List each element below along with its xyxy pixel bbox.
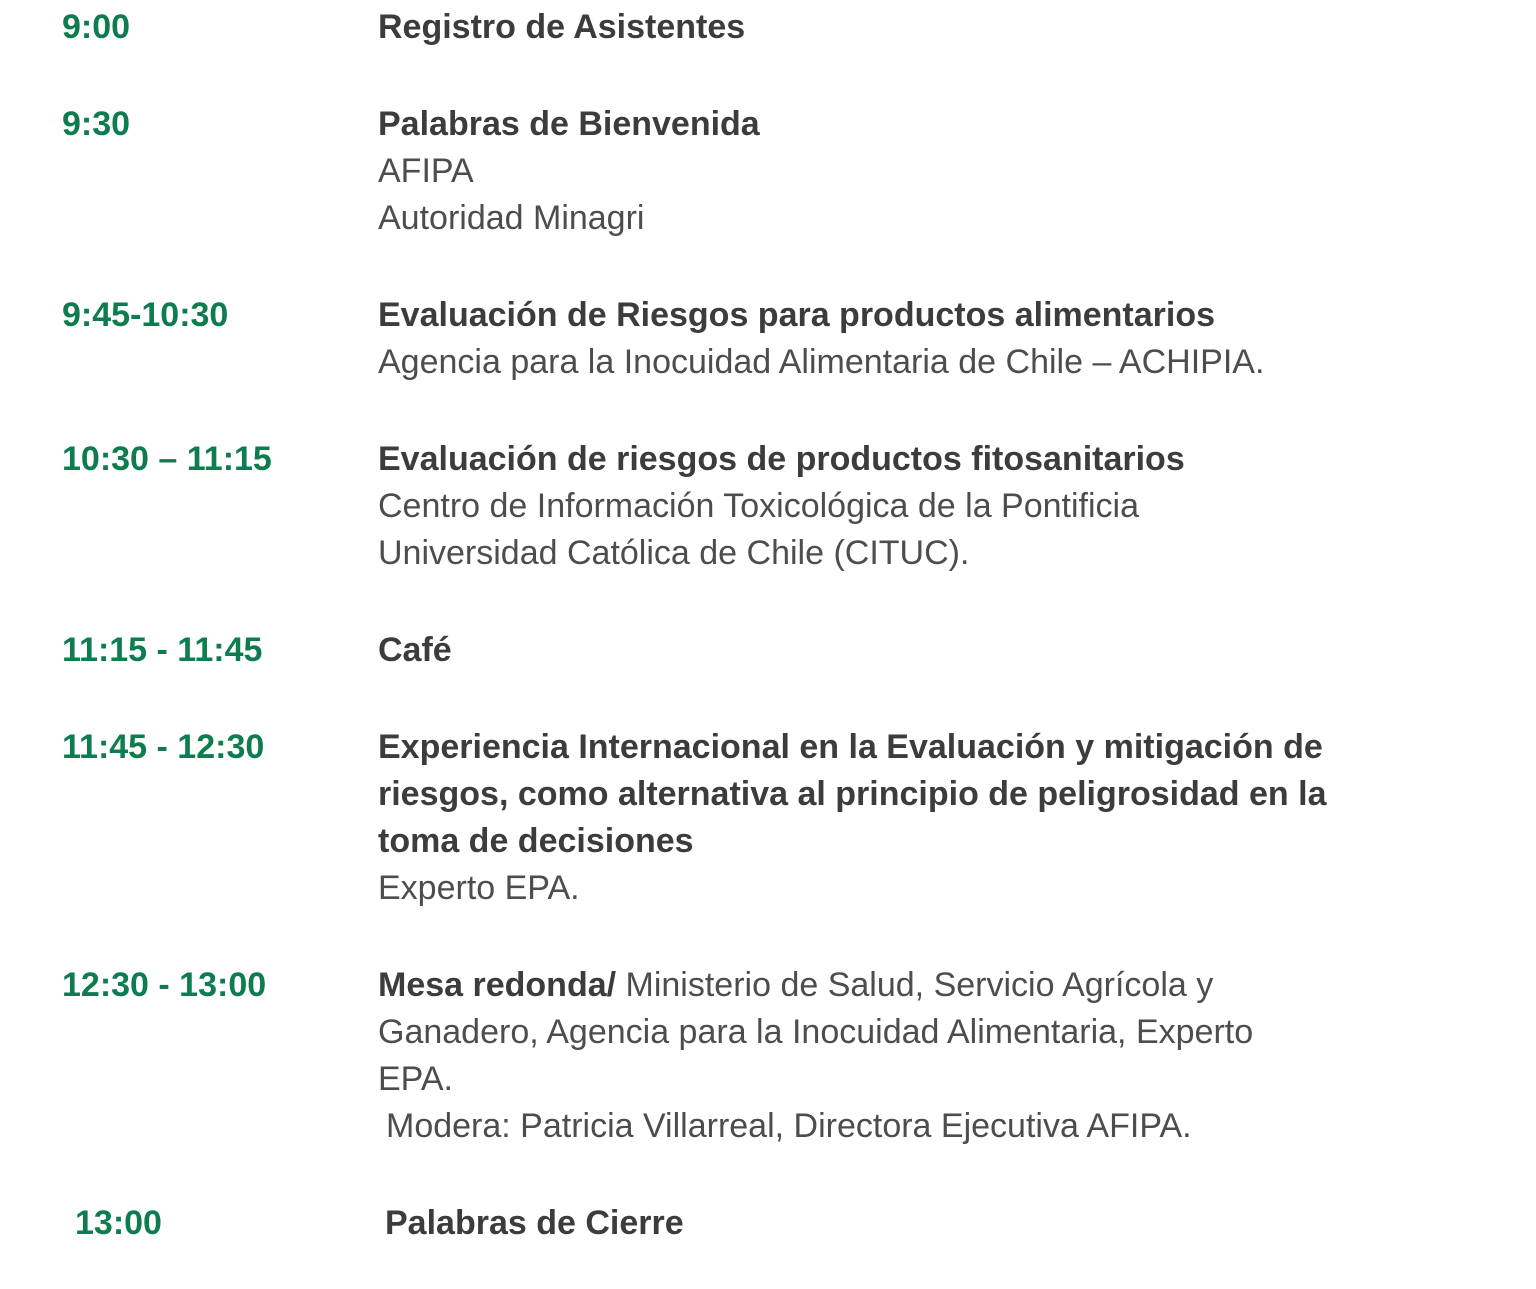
session-participants: Ministerio de Salud, Servicio Agrícola y [616,966,1214,1004]
schedule-row-experiencia-internacional [0,724,1536,912]
session-content [378,4,1536,51]
session-title: Palabras de Cierre [385,1204,684,1242]
session-content [385,1200,1536,1247]
time-label: 11:15 - 11:45 [62,631,263,669]
session-title: riesgos, como alternativa al principio de peligrosidad en la [378,775,1327,813]
session-content [378,724,1536,912]
schedule-row-riesgos-fitosanitarios [0,436,1536,577]
session-speaker: Autoridad Minagri [378,199,645,237]
time-label: 11:45 - 12:30 [62,728,265,766]
schedule-row-mesa-redonda [0,962,1536,1150]
session-title: Mesa redonda/ [378,966,617,1004]
schedule-row-cierre [0,1200,1536,1247]
session-title: toma de decisiones [378,822,694,860]
session-title: Palabras de Bienvenida [378,105,760,143]
schedule-row-cafe [0,627,1536,674]
session-title: Experiencia Internacional en la Evaluación y mitigación de [378,728,1323,766]
time-label: 12:30 - 13:00 [62,966,267,1004]
time-label: 10:30 – 11:15 [62,440,272,478]
session-title-mixed [378,962,1526,1009]
session-content [378,436,1536,577]
session-title: Registro de Asistentes [378,8,746,46]
session-content [378,292,1536,386]
session-title: Evaluación de riesgos de productos fitosanitarios [378,440,1185,478]
session-participants: EPA. [378,1060,453,1098]
session-title: Café [378,631,452,669]
time-label: 9:00 [62,8,131,46]
schedule-list [0,4,1536,1247]
schedule-row-registro [0,4,1536,51]
session-moderator: Modera: Patricia Villarreal, Directora Ejecutiva AFIPA. [386,1107,1192,1145]
session-speaker: Centro de Información Toxicológica de la Pontificia [378,487,1140,525]
session-speaker: Experto EPA. [378,869,580,907]
time-label: 9:45-10:30 [62,296,229,334]
session-participants: Ganadero, Agencia para la Inocuidad Alimentaria, Experto [378,1013,1254,1051]
session-content [378,962,1536,1150]
time-label: 13:00 [75,1204,162,1242]
session-speaker: Agencia para la Inocuidad Alimentaria de Chile – ACHIPIA. [378,343,1265,381]
session-content [378,627,1536,674]
session-content [378,101,1536,242]
schedule-row-riesgos-alimentarios [0,292,1536,386]
schedule-row-bienvenida [0,101,1536,242]
session-speaker: AFIPA [378,152,474,190]
session-speaker: Universidad Católica de Chile (CITUC). [378,534,970,572]
time-label: 9:30 [62,105,131,143]
session-title: Evaluación de Riesgos para productos alimentarios [378,296,1216,334]
